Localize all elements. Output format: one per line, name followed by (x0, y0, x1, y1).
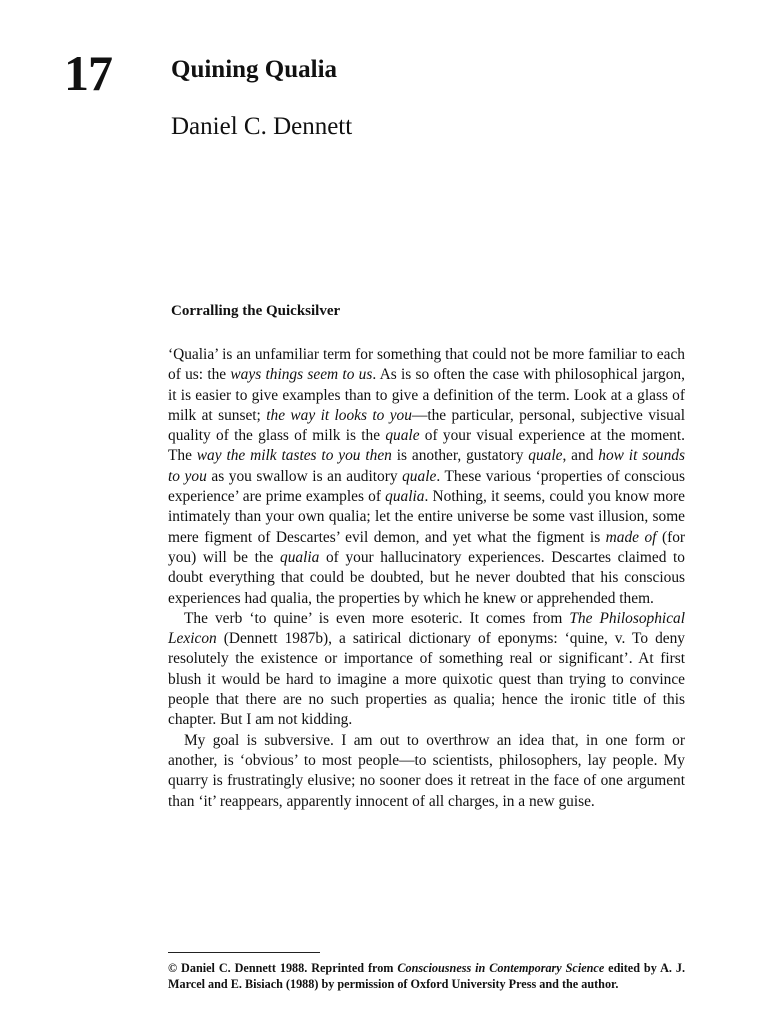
italic-text-run: ways things seem to us (230, 366, 373, 384)
italic-text-run: The Philosophical Lexicon (168, 609, 685, 648)
text-run: edited by A. J. Marcel and E. Bisiach (1988) by permission of Oxford University Press and the author. (168, 961, 685, 991)
text-run: (Dennett 1987b), a satirical dictionary of eponyms: ‘quine, v. To deny resolutely the existence or importance of something real or significant’. At first blush it would be hard to imagine a more quixotic quest than trying to convince people that there are no such properties as qualia; hence the ironic title of this chapter. But I am not kidding. (168, 630, 685, 729)
text-run: © Daniel C. Dennett 1988. Reprinted from (168, 961, 398, 975)
italic-text-run: quale (402, 467, 437, 485)
italic-text-run: way the milk tastes to you then (196, 447, 392, 465)
chapter-title: Quining Qualia (171, 56, 338, 83)
text-run: as you swallow is an auditory (206, 467, 403, 485)
text-run: ‘Qualia’ is an unfamiliar term for something that could not be more familiar to each of us: the (168, 346, 685, 384)
text-run: My goal is subversive. I am out to overthrow an idea that, in one form or another, is ‘obvious’ to most people—to scientists, philosophers, lay people. My quarry is frustratingly elusive; no sooner does it retreat in the face of one argument than ‘it’ reappears, apparently innocent of all charges, in a new guise. (168, 731, 685, 810)
italic-text-run: quale (528, 447, 563, 465)
text-run: . Nothing, it seems, could you know more intimately than your own qualia; let the entire universe be some vast illusion, some mere figment of Descartes’ evil demon, and yet what the figment is (168, 488, 685, 546)
footnote-rule (168, 952, 320, 953)
text-run: , and (562, 447, 599, 465)
section-heading: Corralling the Quicksilver (171, 303, 341, 319)
italic-text-run: qualia (280, 548, 320, 566)
paragraph-2 (168, 609, 685, 731)
text-run: . These various ‘properties of conscious experience’ are prime examples of (168, 467, 686, 506)
text-run: . As is so often the case with philosophical jargon, it is easier to give examples than to give a definition of the term. Look at a glass of milk at sunset; (168, 366, 685, 424)
italic-text-run: the way it looks to you (266, 406, 412, 424)
body-text (168, 345, 685, 812)
chapter-number: 17 (64, 45, 112, 101)
text-run: —the particular, personal, subjective visual quality of the glass of milk is the (168, 406, 685, 445)
italic-text-run: how it sounds to you (168, 447, 685, 485)
paragraph-3 (168, 731, 685, 812)
chapter-author: Daniel C. Dennett (171, 113, 353, 140)
italic-text-run: Consciousness in Contemporary Science (397, 961, 605, 975)
italic-text-run: made of (605, 528, 657, 546)
text-run: (for you) will be the (168, 528, 686, 566)
paragraph-1 (168, 345, 685, 609)
copyright-footnote (168, 960, 685, 992)
text-run: The verb ‘to quine’ is even more esoteric. It comes from (184, 609, 570, 627)
italic-text-run: qualia (385, 488, 425, 506)
italic-text-run: quale (385, 427, 420, 445)
text-run: is another, gustatory (391, 447, 529, 465)
text-run: of your hallucinatory experiences. Descartes claimed to doubt everything that could be doubted, but he never doubted that his conscious experiences had qualia, the properties by which he knew or apprehended them. (168, 548, 685, 607)
text-run: of your visual experience at the moment. The (168, 427, 685, 465)
